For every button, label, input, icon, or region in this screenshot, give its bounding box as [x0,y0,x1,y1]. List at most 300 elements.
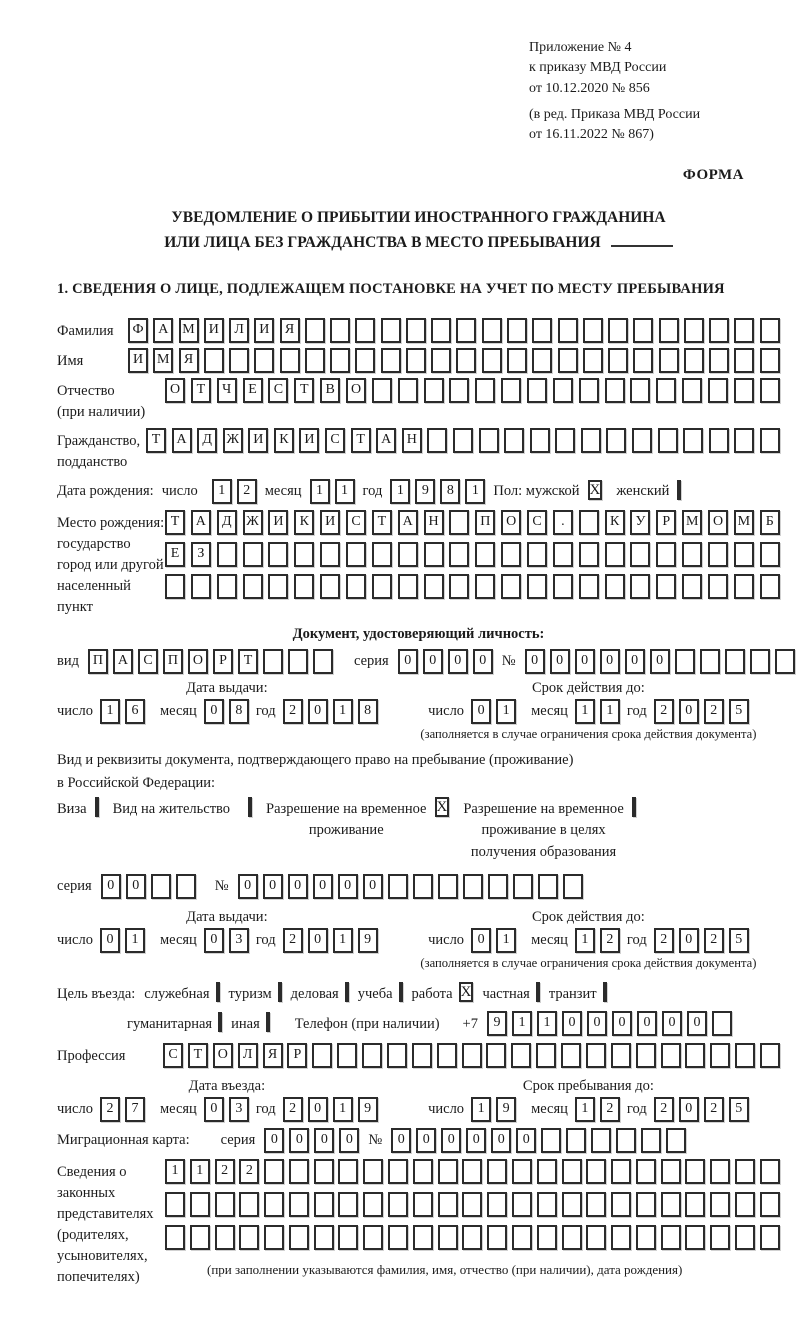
char-cell[interactable] [512,1225,532,1250]
char-cell[interactable] [558,348,578,373]
purpose-checkbox[interactable]: X [460,983,472,1000]
char-cell[interactable] [487,1225,507,1250]
char-cell[interactable]: 0 [398,649,418,674]
char-cell[interactable] [372,378,392,403]
char-cell[interactable] [656,542,676,567]
char-cell[interactable]: 0 [308,699,328,724]
char-cell[interactable] [475,574,495,599]
char-cell[interactable] [709,348,729,373]
purpose-checkbox[interactable] [399,982,403,1002]
char-cell[interactable]: 2 [239,1159,259,1184]
char-cell[interactable] [710,1043,730,1068]
char-cell[interactable]: И [299,428,319,453]
char-cell[interactable] [566,1128,586,1153]
char-cell[interactable]: 9 [358,928,378,953]
char-cell[interactable]: О [188,649,208,674]
char-cell[interactable] [264,1225,284,1250]
char-cell[interactable] [611,1192,631,1217]
char-cell[interactable] [482,348,502,373]
char-cell[interactable] [760,428,780,453]
char-cell[interactable]: 0 [101,874,121,899]
char-cell[interactable] [362,1043,382,1068]
char-cell[interactable]: К [274,428,294,453]
char-cell[interactable] [243,574,263,599]
char-cell[interactable] [583,348,603,373]
char-cell[interactable] [734,574,754,599]
char-cell[interactable] [438,1225,458,1250]
char-cell[interactable] [734,542,754,567]
char-cell[interactable]: 0 [100,928,120,953]
char-cell[interactable] [541,1128,561,1153]
char-cell[interactable] [586,1192,606,1217]
char-cell[interactable] [413,874,433,899]
char-cell[interactable]: Н [424,510,444,535]
char-cell[interactable] [685,1043,705,1068]
char-cell[interactable] [475,542,495,567]
char-cell[interactable] [190,1225,210,1250]
char-cell[interactable] [486,1043,506,1068]
char-cell[interactable] [682,574,702,599]
char-cell[interactable]: 0 [491,1128,511,1153]
char-cell[interactable] [586,1043,606,1068]
char-cell[interactable] [636,1043,656,1068]
char-cell[interactable]: 1 [471,1097,491,1122]
char-cell[interactable] [314,1192,334,1217]
char-cell[interactable] [406,318,426,343]
char-cell[interactable]: 0 [339,1128,359,1153]
char-cell[interactable]: 0 [471,699,491,724]
char-cell[interactable] [372,574,392,599]
char-cell[interactable]: С [268,378,288,403]
char-cell[interactable]: 1 [100,699,120,724]
char-cell[interactable]: Б [760,510,780,535]
char-cell[interactable]: С [527,510,547,535]
char-cell[interactable]: 8 [358,699,378,724]
char-cell[interactable]: Т [191,378,211,403]
char-cell[interactable] [449,574,469,599]
char-cell[interactable]: 1 [465,479,485,504]
char-cell[interactable] [398,378,418,403]
char-cell[interactable] [387,1043,407,1068]
char-cell[interactable]: О [346,378,366,403]
char-cell[interactable]: И [204,318,224,343]
char-cell[interactable] [553,378,573,403]
char-cell[interactable]: 0 [516,1128,536,1153]
char-cell[interactable]: П [475,510,495,535]
char-cell[interactable]: Л [229,318,249,343]
char-cell[interactable] [229,348,249,373]
char-cell[interactable]: 0 [338,874,358,899]
char-cell[interactable]: А [153,318,173,343]
char-cell[interactable] [215,1192,235,1217]
char-cell[interactable]: 2 [654,928,674,953]
char-cell[interactable]: 1 [165,1159,185,1184]
char-cell[interactable] [288,649,308,674]
char-cell[interactable]: 0 [550,649,570,674]
char-cell[interactable] [513,874,533,899]
char-cell[interactable] [760,348,780,373]
char-cell[interactable]: И [248,428,268,453]
char-cell[interactable]: 1 [125,928,145,953]
char-cell[interactable]: 0 [525,649,545,674]
char-cell[interactable] [363,1192,383,1217]
char-cell[interactable] [463,874,483,899]
char-cell[interactable] [708,378,728,403]
char-cell[interactable] [501,574,521,599]
char-cell[interactable]: 0 [687,1011,707,1036]
char-cell[interactable] [553,542,573,567]
char-cell[interactable] [708,574,728,599]
char-cell[interactable] [734,348,754,373]
char-cell[interactable]: 0 [288,874,308,899]
char-cell[interactable] [504,428,524,453]
char-cell[interactable]: А [113,649,133,674]
char-cell[interactable]: Т [165,510,185,535]
char-cell[interactable] [555,428,575,453]
char-cell[interactable]: 0 [587,1011,607,1036]
char-cell[interactable]: Я [179,348,199,373]
char-cell[interactable]: 6 [125,699,145,724]
char-cell[interactable] [372,542,392,567]
char-cell[interactable] [431,348,451,373]
char-cell[interactable]: Р [656,510,676,535]
char-cell[interactable] [338,1225,358,1250]
char-cell[interactable] [684,318,704,343]
char-cell[interactable] [239,1225,259,1250]
char-cell[interactable] [641,1128,661,1153]
char-cell[interactable]: А [172,428,192,453]
char-cell[interactable]: . [553,510,573,535]
char-cell[interactable]: 9 [358,1097,378,1122]
purpose-checkbox[interactable] [536,982,540,1002]
char-cell[interactable]: А [191,510,211,535]
char-cell[interactable] [313,649,333,674]
char-cell[interactable]: 0 [650,649,670,674]
temp-permit-checkbox[interactable]: X [436,798,448,815]
char-cell[interactable] [456,348,476,373]
char-cell[interactable] [633,318,653,343]
char-cell[interactable]: Ф [128,318,148,343]
char-cell[interactable] [438,1192,458,1217]
char-cell[interactable] [605,542,625,567]
char-cell[interactable] [538,874,558,899]
char-cell[interactable] [760,1225,780,1250]
char-cell[interactable] [501,542,521,567]
char-cell[interactable]: 0 [473,649,493,674]
char-cell[interactable] [666,1128,686,1153]
char-cell[interactable] [462,1225,482,1250]
char-cell[interactable] [204,348,224,373]
char-cell[interactable] [661,1192,681,1217]
char-cell[interactable]: Т [146,428,166,453]
char-cell[interactable] [682,378,702,403]
char-cell[interactable] [151,874,171,899]
char-cell[interactable] [289,1225,309,1250]
char-cell[interactable]: У [630,510,650,535]
char-cell[interactable] [388,1225,408,1250]
char-cell[interactable]: 1 [575,928,595,953]
char-cell[interactable]: 0 [637,1011,657,1036]
char-cell[interactable]: 0 [423,649,443,674]
char-cell[interactable] [190,1192,210,1217]
char-cell[interactable]: М [734,510,754,535]
char-cell[interactable] [675,649,695,674]
purpose-checkbox[interactable] [345,982,349,1002]
char-cell[interactable] [611,1225,631,1250]
visa-checkbox[interactable] [95,797,99,817]
char-cell[interactable]: 2 [283,1097,303,1122]
char-cell[interactable]: 2 [654,1097,674,1122]
char-cell[interactable]: 0 [308,1097,328,1122]
char-cell[interactable] [591,1128,611,1153]
char-cell[interactable] [683,428,703,453]
char-cell[interactable]: Р [287,1043,307,1068]
char-cell[interactable] [165,574,185,599]
char-cell[interactable]: Я [280,318,300,343]
char-cell[interactable]: 2 [283,699,303,724]
char-cell[interactable]: 0 [363,874,383,899]
char-cell[interactable]: П [163,649,183,674]
char-cell[interactable] [734,378,754,403]
char-cell[interactable] [760,1192,780,1217]
char-cell[interactable] [312,1043,332,1068]
char-cell[interactable] [775,649,795,674]
char-cell[interactable]: 0 [391,1128,411,1153]
char-cell[interactable] [346,542,366,567]
char-cell[interactable]: М [682,510,702,535]
char-cell[interactable]: 0 [679,699,699,724]
char-cell[interactable] [682,542,702,567]
char-cell[interactable] [633,348,653,373]
char-cell[interactable]: 8 [229,699,249,724]
purpose-checkbox[interactable] [603,982,607,1002]
char-cell[interactable] [337,1043,357,1068]
char-cell[interactable]: К [294,510,314,535]
char-cell[interactable]: 0 [562,1011,582,1036]
purpose-checkbox[interactable] [218,1012,222,1032]
char-cell[interactable]: 5 [729,699,749,724]
char-cell[interactable] [355,318,375,343]
char-cell[interactable] [413,1225,433,1250]
char-cell[interactable] [406,348,426,373]
char-cell[interactable] [388,1192,408,1217]
char-cell[interactable] [305,348,325,373]
char-cell[interactable] [750,649,770,674]
char-cell[interactable] [561,1043,581,1068]
char-cell[interactable] [636,1225,656,1250]
char-cell[interactable] [579,574,599,599]
char-cell[interactable] [656,378,676,403]
char-cell[interactable] [586,1225,606,1250]
char-cell[interactable] [165,1192,185,1217]
char-cell[interactable] [562,1192,582,1217]
char-cell[interactable]: 0 [575,649,595,674]
char-cell[interactable]: Д [217,510,237,535]
char-cell[interactable] [363,1225,383,1250]
char-cell[interactable]: 2 [704,928,724,953]
char-cell[interactable] [475,378,495,403]
char-cell[interactable] [661,1225,681,1250]
char-cell[interactable] [734,428,754,453]
char-cell[interactable]: 0 [625,649,645,674]
char-cell[interactable] [330,348,350,373]
char-cell[interactable] [381,318,401,343]
char-cell[interactable] [330,318,350,343]
char-cell[interactable] [268,542,288,567]
char-cell[interactable] [527,542,547,567]
char-cell[interactable] [684,348,704,373]
char-cell[interactable] [413,1192,433,1217]
char-cell[interactable]: 1 [512,1011,532,1036]
char-cell[interactable] [280,348,300,373]
char-cell[interactable] [735,1225,755,1250]
char-cell[interactable]: С [163,1043,183,1068]
char-cell[interactable] [268,574,288,599]
char-cell[interactable] [424,542,444,567]
char-cell[interactable]: 0 [679,1097,699,1122]
char-cell[interactable] [685,1225,705,1250]
char-cell[interactable] [659,348,679,373]
char-cell[interactable] [527,378,547,403]
char-cell[interactable]: 0 [441,1128,461,1153]
purpose-checkbox[interactable] [278,982,282,1002]
char-cell[interactable] [632,428,652,453]
char-cell[interactable] [191,574,211,599]
char-cell[interactable]: 2 [215,1159,235,1184]
char-cell[interactable] [453,428,473,453]
char-cell[interactable] [305,318,325,343]
char-cell[interactable] [734,318,754,343]
char-cell[interactable] [532,318,552,343]
male-checkbox[interactable]: X [589,481,601,498]
char-cell[interactable]: С [346,510,366,535]
char-cell[interactable] [709,428,729,453]
char-cell[interactable]: 0 [448,649,468,674]
char-cell[interactable] [512,1192,532,1217]
char-cell[interactable] [659,318,679,343]
char-cell[interactable] [579,542,599,567]
purpose-checkbox[interactable] [266,1012,270,1032]
char-cell[interactable] [630,574,650,599]
char-cell[interactable]: О [708,510,728,535]
char-cell[interactable] [616,1128,636,1153]
char-cell[interactable] [563,874,583,899]
char-cell[interactable] [320,574,340,599]
char-cell[interactable] [532,348,552,373]
char-cell[interactable] [338,1192,358,1217]
char-cell[interactable] [449,510,469,535]
char-cell[interactable] [760,574,780,599]
char-cell[interactable]: И [268,510,288,535]
char-cell[interactable]: 1 [600,699,620,724]
char-cell[interactable] [511,1043,531,1068]
char-cell[interactable] [449,542,469,567]
char-cell[interactable] [479,428,499,453]
char-cell[interactable] [608,318,628,343]
char-cell[interactable] [537,1225,557,1250]
char-cell[interactable] [606,428,626,453]
char-cell[interactable]: 1 [333,699,353,724]
char-cell[interactable] [294,542,314,567]
char-cell[interactable]: 3 [229,1097,249,1122]
char-cell[interactable] [579,378,599,403]
char-cell[interactable]: 0 [264,1128,284,1153]
char-cell[interactable] [581,428,601,453]
char-cell[interactable]: Т [188,1043,208,1068]
char-cell[interactable]: О [165,378,185,403]
char-cell[interactable]: 0 [204,928,224,953]
char-cell[interactable]: 2 [704,1097,724,1122]
char-cell[interactable]: Т [294,378,314,403]
char-cell[interactable] [381,348,401,373]
char-cell[interactable] [424,378,444,403]
char-cell[interactable] [507,348,527,373]
char-cell[interactable] [398,574,418,599]
char-cell[interactable] [685,1192,705,1217]
char-cell[interactable] [449,378,469,403]
char-cell[interactable]: 1 [575,1097,595,1122]
char-cell[interactable]: 9 [415,479,435,504]
char-cell[interactable]: 1 [537,1011,557,1036]
char-cell[interactable]: Т [238,649,258,674]
char-cell[interactable] [536,1043,556,1068]
char-cell[interactable]: З [191,542,211,567]
char-cell[interactable]: Л [238,1043,258,1068]
char-cell[interactable]: 0 [289,1128,309,1153]
char-cell[interactable] [611,1043,631,1068]
char-cell[interactable]: Т [351,428,371,453]
char-cell[interactable] [605,378,625,403]
edu-permit-checkbox[interactable] [632,797,636,817]
char-cell[interactable] [530,428,550,453]
char-cell[interactable]: Т [372,510,392,535]
char-cell[interactable]: 2 [704,699,724,724]
char-cell[interactable]: А [398,510,418,535]
purpose-checkbox[interactable] [216,982,220,1002]
char-cell[interactable]: 0 [662,1011,682,1036]
char-cell[interactable] [709,318,729,343]
char-cell[interactable]: 0 [313,874,333,899]
char-cell[interactable]: В [320,378,340,403]
char-cell[interactable] [608,348,628,373]
char-cell[interactable]: О [501,510,521,535]
char-cell[interactable] [700,649,720,674]
char-cell[interactable] [431,318,451,343]
char-cell[interactable] [294,574,314,599]
char-cell[interactable] [438,874,458,899]
char-cell[interactable]: Е [243,378,263,403]
char-cell[interactable]: С [325,428,345,453]
char-cell[interactable] [462,1043,482,1068]
char-cell[interactable]: 0 [679,928,699,953]
char-cell[interactable]: 0 [612,1011,632,1036]
char-cell[interactable]: П [88,649,108,674]
char-cell[interactable] [760,378,780,403]
char-cell[interactable]: 1 [333,1097,353,1122]
char-cell[interactable] [437,1043,457,1068]
char-cell[interactable]: 3 [229,928,249,953]
char-cell[interactable] [558,318,578,343]
char-cell[interactable]: 9 [496,1097,516,1122]
char-cell[interactable] [320,542,340,567]
char-cell[interactable] [537,1192,557,1217]
char-cell[interactable]: 1 [333,928,353,953]
char-cell[interactable] [501,378,521,403]
char-cell[interactable] [398,542,418,567]
char-cell[interactable] [239,1192,259,1217]
char-cell[interactable]: К [605,510,625,535]
char-cell[interactable]: 2 [283,928,303,953]
